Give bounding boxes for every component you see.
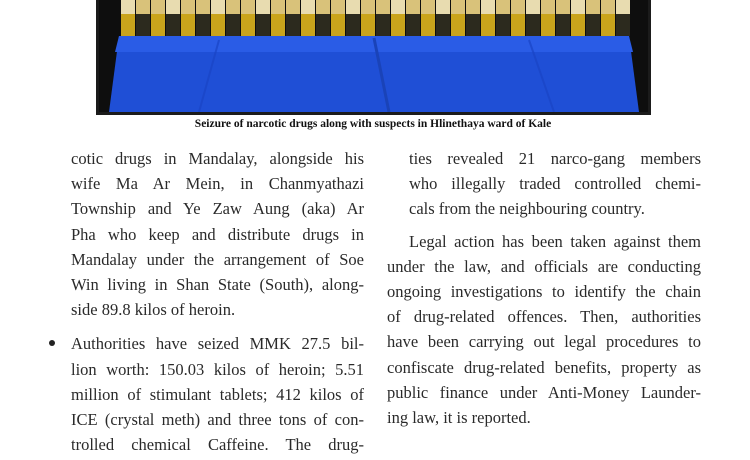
package: [181, 0, 195, 14]
text-line: cotic drugs in Mandalay, alongside his: [71, 149, 364, 168]
package: [571, 0, 585, 14]
package: [286, 0, 300, 14]
text-line: Township and Ye Zaw Aung (aka) Ar: [71, 199, 364, 219]
text-line: have been carrying out legal procedures to: [387, 332, 701, 352]
text-line: lion worth: 150.03 kilos of heroin; 5.51: [71, 359, 364, 379]
text-line: Authorities have seized MMK 27.5 bil-: [71, 334, 364, 354]
package-tape: [481, 14, 495, 36]
package: [511, 0, 525, 14]
package: [421, 0, 435, 14]
text-line: trolled chemical Caffeine. The drug-: [71, 435, 364, 455]
package: [436, 0, 450, 14]
package: [616, 0, 630, 14]
package-tape: [586, 14, 600, 36]
package: [151, 0, 165, 14]
package-tape: [526, 14, 540, 36]
package-tape: [616, 14, 630, 36]
package-tape: [286, 14, 300, 36]
package: [601, 0, 615, 14]
package-tape: [541, 14, 555, 36]
package-tape: [601, 14, 615, 36]
text-line: ing law, it is reported.: [387, 408, 531, 428]
package-tape: [256, 14, 270, 36]
photo-caption: Seizure of narcotic drugs along with suspects in Hlinethaya ward of Kale: [194, 118, 552, 130]
package-tape: [241, 14, 255, 36]
text-line: Legal action has been taken against them: [409, 231, 701, 251]
package: [406, 0, 420, 14]
package: [331, 0, 345, 14]
package-tape: [421, 14, 435, 36]
legal-action-paragraph: [387, 229, 701, 431]
text-line: cals from the neighbouring country.: [409, 199, 645, 219]
text-line: million of stimulant tablets; 412 kilos of: [71, 384, 364, 404]
package-tape: [511, 14, 525, 36]
package-tape: [121, 14, 135, 36]
package: [256, 0, 270, 14]
package: [226, 0, 240, 14]
left-paragraph-continued: [71, 146, 364, 322]
text-line: of drug-related offences. Then, authorities: [387, 307, 701, 327]
package-tape: [136, 14, 150, 36]
package: [466, 0, 480, 14]
text-line: ICE (crystal meth) and three tons of con-: [71, 410, 364, 430]
package: [136, 0, 150, 14]
package-tape: [346, 14, 360, 36]
package-tape: [301, 14, 315, 36]
package-tape: [151, 14, 165, 36]
text-line: Win living in Shan State (South), along-: [71, 275, 364, 295]
text-line: public finance under Anti-Money Launder-: [387, 382, 701, 402]
package: [481, 0, 495, 14]
package: [211, 0, 225, 14]
package: [346, 0, 360, 14]
seized-narcotics-photo: [96, 0, 651, 115]
package: [451, 0, 465, 14]
text-line: Pha who keep and distribute drugs in: [71, 224, 364, 244]
package: [316, 0, 330, 14]
package: [361, 0, 375, 14]
package: [526, 0, 540, 14]
package-tape: [166, 14, 180, 36]
text-line: who illegally traded controlled chemi-: [409, 174, 701, 194]
package: [556, 0, 570, 14]
package: [121, 0, 135, 14]
right-column: [387, 146, 701, 430]
text-line: confiscate drug-related benefits, property as: [387, 357, 701, 377]
package: [271, 0, 285, 14]
package-tape: [376, 14, 390, 36]
package: [541, 0, 555, 14]
package-tape: [181, 14, 195, 36]
text-line: ties revealed 21 narco-gang members: [409, 149, 701, 168]
package: [166, 0, 180, 14]
package-tape: [406, 14, 420, 36]
package-tape: [361, 14, 375, 36]
text-line: Mandalay under the arrangement of Soe: [71, 249, 364, 269]
package-tape: [436, 14, 450, 36]
package-tape: [451, 14, 465, 36]
package: [496, 0, 510, 14]
right-paragraph-continued: [387, 146, 701, 222]
left-column: [71, 146, 364, 457]
bullet-icon: [49, 340, 55, 346]
package-tape: [331, 14, 345, 36]
package-tape: [556, 14, 570, 36]
package: [196, 0, 210, 14]
package-tape: [196, 14, 210, 36]
package: [376, 0, 390, 14]
text-line: under the law, and officials are conducting: [387, 256, 701, 276]
package-tape: [226, 14, 240, 36]
text-line: wife Ma Ar Mein, in Chanmyathazi: [71, 174, 364, 194]
text-line: side 89.8 kilos of heroin.: [71, 300, 236, 320]
photo-illustration: [99, 0, 648, 112]
package-tape: [271, 14, 285, 36]
package-tape: [496, 14, 510, 36]
package: [391, 0, 405, 14]
bullet-item: [71, 331, 364, 457]
package-tape: [316, 14, 330, 36]
package: [241, 0, 255, 14]
package-tape: [211, 14, 225, 36]
package: [586, 0, 600, 14]
text-line: ongoing investigations to identify the chain: [387, 282, 701, 302]
package-tape: [391, 14, 405, 36]
package: [301, 0, 315, 14]
package-tape: [571, 14, 585, 36]
package-tape: [466, 14, 480, 36]
